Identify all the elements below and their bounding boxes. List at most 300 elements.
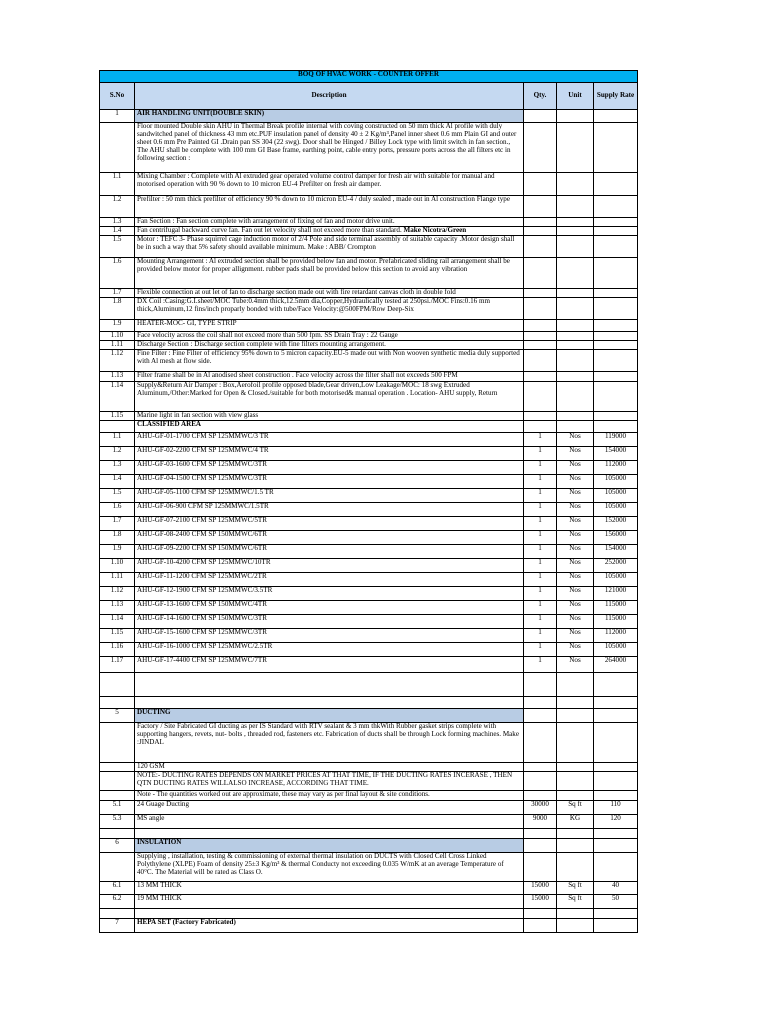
row-description <box>135 289 524 298</box>
row-qty <box>524 110 557 123</box>
row-description-text: AHU-GF-03-1600 CFM SP 125MMWC/3TR <box>137 460 268 468</box>
table-row <box>100 218 638 227</box>
row-qty-text: 1 <box>538 502 542 510</box>
row-qty <box>524 531 557 545</box>
row-sno-text: 1.8 <box>112 530 122 538</box>
row-qty <box>524 447 557 461</box>
row-sno <box>100 531 135 545</box>
row-qty <box>524 372 557 382</box>
row-description <box>135 341 524 350</box>
make-label: Make Nicotra/Green <box>403 226 467 234</box>
row-qty <box>524 412 557 421</box>
row-unit-text: Sq ft <box>568 800 582 808</box>
row-unit <box>557 772 594 791</box>
row-unit <box>557 475 594 489</box>
row-unit <box>557 123 594 173</box>
row-description <box>135 801 524 815</box>
row-description-text: Motor : TEFC 3- Phase squirrel cage induction motor of 2/4 Pole and side terminal assembly of suitable capacity .Motor design shall be in such a way that 5% safety should available minimum. Make : ABB/ Crompton <box>137 235 515 251</box>
row-sno <box>100 801 135 815</box>
row-supply-rate-text: 105000 <box>604 502 627 510</box>
row-description <box>135 258 524 289</box>
table-row <box>100 489 638 503</box>
row-sno <box>100 447 135 461</box>
table-row <box>100 629 638 643</box>
row-sno-text: 6.1 <box>112 881 122 889</box>
table-row <box>100 433 638 447</box>
table-row <box>100 298 638 320</box>
row-supply-rate <box>594 123 638 173</box>
row-description <box>135 382 524 412</box>
table-row <box>100 723 638 763</box>
table-row <box>100 657 638 673</box>
row-sno <box>100 772 135 791</box>
row-sno-text: 1.14 <box>110 614 124 622</box>
row-unit-text: Nos <box>569 432 581 440</box>
row-supply-rate-text: 152000 <box>604 516 627 524</box>
row-supply-rate-text: 156000 <box>604 530 627 538</box>
row-sno-text: 1.12 <box>110 586 124 594</box>
row-qty <box>524 697 557 709</box>
row-qty <box>524 673 557 697</box>
row-sno-text: 1.10 <box>110 558 124 566</box>
row-description-text: HEPA SET (Factory Fabricated) <box>137 918 236 926</box>
row-supply-rate <box>594 236 638 258</box>
row-supply-rate <box>594 341 638 350</box>
header-row <box>100 83 638 110</box>
row-unit-text: Nos <box>569 628 581 636</box>
row-unit-text: Nos <box>569 544 581 552</box>
row-qty <box>524 629 557 643</box>
row-supply-rate <box>594 503 638 517</box>
row-sno-text: 1.8 <box>112 297 122 305</box>
row-sno <box>100 173 135 196</box>
table-row <box>100 123 638 173</box>
row-sno <box>100 815 135 829</box>
table-row <box>100 791 638 801</box>
row-sno <box>100 350 135 372</box>
row-description-text: Floor mounted Double skin AHU in Thermal Break profile internal with coving constructed on 50 mm thick Al profile with duly sandwitched panel of thickness 43 mm etc.PUF insulation panel of density 40 ± 2 Kg/m³,Panel inner sheet 0.6 mm Plain GI and outer sheet 0.6 mm Pre Painted GI .Drain pan SS 304 (22 swg). Door shall be Hinged / Billey Lock type with limit switch in fan section., The AHU shall be complete with 100 mm GI Base frame, earthing point, cable entry ports, pressure ports across the all filters etc in following section : <box>137 122 517 162</box>
row-sno-text: 1.4 <box>112 474 122 482</box>
row-supply-rate <box>594 882 638 895</box>
row-unit <box>557 227 594 236</box>
row-sno <box>100 475 135 489</box>
row-unit <box>557 545 594 559</box>
header-sno: S.No <box>100 83 135 110</box>
row-description-text: DUCTING <box>137 708 171 716</box>
row-supply-rate <box>594 320 638 332</box>
table-row <box>100 763 638 772</box>
row-sno <box>100 461 135 475</box>
row-unit <box>557 489 594 503</box>
row-description <box>135 447 524 461</box>
row-qty <box>524 763 557 772</box>
row-supply-rate <box>594 531 638 545</box>
row-unit-text: Nos <box>569 446 581 454</box>
row-sno-text: 1.4 <box>112 226 122 234</box>
row-qty <box>524 919 557 933</box>
row-qty <box>524 723 557 763</box>
row-description-text: 13 MM THICK <box>137 881 182 889</box>
table-row <box>100 320 638 332</box>
row-qty-text: 1 <box>538 600 542 608</box>
row-description <box>135 110 524 123</box>
row-supply-rate <box>594 801 638 815</box>
row-description <box>135 559 524 573</box>
row-description <box>135 531 524 545</box>
row-sno-text: 1.16 <box>110 642 124 650</box>
row-sno <box>100 433 135 447</box>
row-qty <box>524 503 557 517</box>
header-description: Description <box>135 83 524 110</box>
row-sno-text: 1.5 <box>112 235 122 243</box>
row-unit <box>557 657 594 673</box>
row-qty <box>524 475 557 489</box>
row-description-text: AHU-GF-01-1700 CFM SP 125MMWC/3 TR <box>137 432 269 440</box>
row-unit <box>557 503 594 517</box>
table-row <box>100 341 638 350</box>
row-sno <box>100 697 135 709</box>
row-supply-rate <box>594 895 638 909</box>
table-row <box>100 587 638 601</box>
row-sno <box>100 723 135 763</box>
row-qty <box>524 839 557 853</box>
row-sno-text: 1.14 <box>110 381 124 389</box>
row-qty <box>524 895 557 909</box>
row-unit <box>557 763 594 772</box>
row-qty-text: 1 <box>538 530 542 538</box>
table-row <box>100 350 638 372</box>
row-qty-text: 1 <box>538 516 542 524</box>
row-description-text: 24 Guage Ducting <box>137 800 190 808</box>
table-row <box>100 559 638 573</box>
row-unit-text: Nos <box>569 656 581 664</box>
row-supply-rate <box>594 643 638 657</box>
row-description-text: Marine light in fan section with view glass <box>137 411 259 419</box>
table-row <box>100 196 638 218</box>
boq-table <box>99 70 638 933</box>
row-description <box>135 517 524 531</box>
row-unit <box>557 332 594 341</box>
row-unit <box>557 839 594 853</box>
row-sno <box>100 629 135 643</box>
row-description-text: AHU-GF-09-2200 CFM SP 150MMWC/6TR <box>137 544 268 552</box>
row-qty <box>524 615 557 629</box>
row-sno-text: 1.13 <box>110 371 124 379</box>
row-unit-text: Nos <box>569 642 581 650</box>
row-description <box>135 895 524 909</box>
row-description <box>135 218 524 227</box>
row-sno <box>100 673 135 697</box>
table-row <box>100 643 638 657</box>
row-sno <box>100 559 135 573</box>
row-qty <box>524 298 557 320</box>
row-description <box>135 763 524 772</box>
row-sno <box>100 791 135 801</box>
row-sno <box>100 298 135 320</box>
row-unit <box>557 382 594 412</box>
row-supply-rate <box>594 723 638 763</box>
row-description <box>135 433 524 447</box>
row-qty-text: 1 <box>538 586 542 594</box>
row-description-text: AHU-GF-02-2200 CFM SP 125MMWC/4 TR <box>137 446 269 454</box>
row-description-text: Supplying , installation, testing & commissioning of external thermal insulation on DUCTS with Closed Cell Cross Linked Polythylene (XLPE) Foam of density 25±3 Kg/m³ & thermal Conducty not exceeding 0.035 W/mK at an average Temperature of 40°C. The Material will be rated as Class O. <box>137 852 504 876</box>
row-description <box>135 919 524 933</box>
row-qty <box>524 173 557 196</box>
row-supply-rate-text: 40 <box>611 881 620 889</box>
row-description <box>135 196 524 218</box>
row-description-text: Fan Section : Fan section complete with arrangement of fixing of fan and motor drive unit. <box>137 217 395 225</box>
row-description-text: HEATER-MOC- GI, TYPE STRIP <box>137 319 237 327</box>
table-row <box>100 227 638 236</box>
row-description-text: Filter frame shall be in Al anodised sheet construction . Face velocity across the filter shall not exceeds 500 FPM <box>137 371 458 379</box>
row-supply-rate <box>594 332 638 341</box>
row-supply-rate <box>594 298 638 320</box>
row-unit <box>557 801 594 815</box>
row-supply-rate <box>594 772 638 791</box>
row-unit-text: Sq ft <box>568 881 582 889</box>
row-supply-rate <box>594 173 638 196</box>
row-sno <box>100 289 135 298</box>
row-unit <box>557 909 594 919</box>
row-description-text: AHU-GF-05-1100 CFM SP 125MMWC/1.5 TR <box>137 488 274 496</box>
table-row <box>100 772 638 791</box>
row-qty <box>524 421 557 433</box>
row-sno <box>100 227 135 236</box>
row-qty <box>524 657 557 673</box>
row-supply-rate <box>594 412 638 421</box>
row-sno-text: 7 <box>115 918 119 926</box>
row-description <box>135 573 524 587</box>
row-supply-rate-text: 105000 <box>604 572 627 580</box>
row-sno <box>100 839 135 853</box>
row-sno <box>100 517 135 531</box>
table-row <box>100 517 638 531</box>
row-unit <box>557 895 594 909</box>
row-description-text: AHU-GF-08-2400 CFM SP 150MMWC/6TR <box>137 530 268 538</box>
table-row <box>100 815 638 829</box>
blank-row <box>100 829 638 839</box>
row-qty <box>524 350 557 372</box>
row-description-text: INSULATION <box>137 838 182 846</box>
row-qty <box>524 573 557 587</box>
section-row <box>100 709 638 723</box>
row-description <box>135 615 524 629</box>
row-unit <box>557 517 594 531</box>
row-description-text: AHU-GF-16-1000 CFM SP 125MMWC/2.5TR <box>137 642 273 650</box>
row-qty <box>524 545 557 559</box>
row-sno <box>100 196 135 218</box>
row-qty-text: 1 <box>538 572 542 580</box>
row-sno <box>100 110 135 123</box>
table-row <box>100 475 638 489</box>
row-sno-text: 1.7 <box>112 516 122 524</box>
table-row <box>100 601 638 615</box>
row-qty <box>524 382 557 412</box>
row-description <box>135 673 524 697</box>
row-sno <box>100 615 135 629</box>
row-unit <box>557 629 594 643</box>
row-description <box>135 332 524 341</box>
row-qty <box>524 587 557 601</box>
row-unit <box>557 236 594 258</box>
row-qty <box>524 801 557 815</box>
row-supply-rate <box>594 350 638 372</box>
row-sno-text: 1.11 <box>110 340 124 348</box>
row-unit <box>557 673 594 697</box>
row-sno-text: 6 <box>115 838 119 846</box>
table-row <box>100 545 638 559</box>
row-sno <box>100 657 135 673</box>
row-supply-rate <box>594 110 638 123</box>
row-sno-text: 1.15 <box>110 411 124 419</box>
row-description <box>135 601 524 615</box>
row-description <box>135 815 524 829</box>
row-unit <box>557 587 594 601</box>
row-supply-rate <box>594 615 638 629</box>
row-description <box>135 697 524 709</box>
row-supply-rate <box>594 218 638 227</box>
row-description <box>135 421 524 433</box>
row-unit <box>557 601 594 615</box>
row-description <box>135 657 524 673</box>
row-supply-rate-text: 115000 <box>605 600 627 608</box>
row-description <box>135 236 524 258</box>
row-sno-text: 5 <box>115 708 119 716</box>
row-sno <box>100 332 135 341</box>
row-description <box>135 909 524 919</box>
row-sno <box>100 341 135 350</box>
row-unit <box>557 320 594 332</box>
section-row <box>100 110 638 123</box>
row-sno <box>100 258 135 289</box>
row-description-text: Factory / Site Fabricated GI ducting as per IS Standard with RTV sealant & 3 mm thkWith Rubber gasket strips complete with supporting hangers, revets, nut- bolts , threaded rod, fasteners etc. Fabrication of ducts shall be through Lock forming machines. Make :JINDAL <box>137 722 519 746</box>
row-supply-rate-text: 119000 <box>605 432 627 440</box>
row-supply-rate <box>594 517 638 531</box>
row-supply-rate-text: 252000 <box>604 558 627 566</box>
row-unit <box>557 573 594 587</box>
row-supply-rate-text: 110 <box>610 800 621 808</box>
row-unit-text: Nos <box>569 530 581 538</box>
row-qty-text: 1 <box>538 474 542 482</box>
row-qty <box>524 289 557 298</box>
row-unit-text: Nos <box>569 516 581 524</box>
row-supply-rate <box>594 853 638 882</box>
row-qty <box>524 489 557 503</box>
row-sno <box>100 709 135 723</box>
row-unit-text: Nos <box>569 586 581 594</box>
row-sno <box>100 895 135 909</box>
row-description-text: AHU-GF-10-4200 CFM SP 125MMWC/10TR <box>137 558 271 566</box>
row-qty-text: 1 <box>538 614 542 622</box>
row-supply-rate-text: 105000 <box>604 474 627 482</box>
table-row <box>100 531 638 545</box>
row-sno <box>100 503 135 517</box>
row-description-text: Fan centrifugal backward curve fan. Fan out let velocity shall not exceed more than standard. <box>137 226 402 234</box>
row-unit <box>557 461 594 475</box>
row-sno-text: 1.9 <box>112 544 122 552</box>
row-qty <box>524 461 557 475</box>
row-sno <box>100 587 135 601</box>
row-sno-text: 1.1 <box>112 172 122 180</box>
sheet-title: BOQ OF HVAC WORK - COUNTER OFFER <box>100 71 638 83</box>
row-qty <box>524 196 557 218</box>
row-qty-text: 1 <box>538 558 542 566</box>
row-unit <box>557 723 594 763</box>
table-row <box>100 895 638 909</box>
row-qty <box>524 882 557 895</box>
table-row <box>100 412 638 421</box>
row-description-text: AHU-GF-11-1200 CFM SP 125MMWC/2TR <box>137 572 267 580</box>
row-sno <box>100 643 135 657</box>
row-unit <box>557 110 594 123</box>
row-sno <box>100 218 135 227</box>
table-row <box>100 173 638 196</box>
row-sno-text: 1.3 <box>112 460 122 468</box>
row-sno-text: 5.3 <box>112 814 122 822</box>
row-sno-text: 1.15 <box>110 628 124 636</box>
row-supply-rate <box>594 289 638 298</box>
row-description <box>135 709 524 723</box>
row-unit-text: Nos <box>569 614 581 622</box>
row-description-text: Face velocity across the coil shall not exceed more than 500 fpm. SS Drain Tray : 22 Gauge <box>137 331 398 339</box>
row-sno <box>100 573 135 587</box>
row-description <box>135 723 524 763</box>
row-description <box>135 643 524 657</box>
row-qty <box>524 123 557 173</box>
row-description-text: CLASSIFIED AREA <box>137 420 202 428</box>
row-qty <box>524 433 557 447</box>
row-sno <box>100 372 135 382</box>
table-row <box>100 382 638 412</box>
row-description-text: 19 MM THICK <box>137 894 182 902</box>
row-supply-rate-text: 121000 <box>604 586 627 594</box>
table-row <box>100 421 638 433</box>
row-description <box>135 587 524 601</box>
row-unit-text: Nos <box>569 488 581 496</box>
row-supply-rate-text: 115000 <box>605 614 627 622</box>
row-supply-rate <box>594 433 638 447</box>
row-sno-text: 1.2 <box>112 446 122 454</box>
row-supply-rate <box>594 587 638 601</box>
row-supply-rate <box>594 673 638 697</box>
row-description <box>135 791 524 801</box>
row-supply-rate-text: 112000 <box>605 460 627 468</box>
row-sno-text: 1.6 <box>112 257 122 265</box>
row-unit <box>557 919 594 933</box>
row-supply-rate <box>594 829 638 839</box>
table-row <box>100 573 638 587</box>
row-description-text: 120 GSM <box>137 762 165 770</box>
row-unit <box>557 421 594 433</box>
row-sno <box>100 421 135 433</box>
row-supply-rate <box>594 545 638 559</box>
row-description-text: AHU-GF-14-1600 CFM SP 150MMWC/3TR <box>137 614 268 622</box>
row-description <box>135 489 524 503</box>
row-sno-text: 6.2 <box>112 894 122 902</box>
row-sno <box>100 123 135 173</box>
row-qty-text: 15000 <box>531 894 549 902</box>
row-description <box>135 173 524 196</box>
row-description <box>135 882 524 895</box>
row-description-text: AIR HANDLING UNIT(DOUBLE SKIN) <box>137 109 265 117</box>
row-unit <box>557 350 594 372</box>
row-description <box>135 545 524 559</box>
header-qty: Qty. <box>524 83 557 110</box>
row-unit-text: Nos <box>569 502 581 510</box>
row-sno-text: 1.5 <box>112 488 122 496</box>
row-sno-text: 1.7 <box>112 288 122 296</box>
row-unit <box>557 258 594 289</box>
